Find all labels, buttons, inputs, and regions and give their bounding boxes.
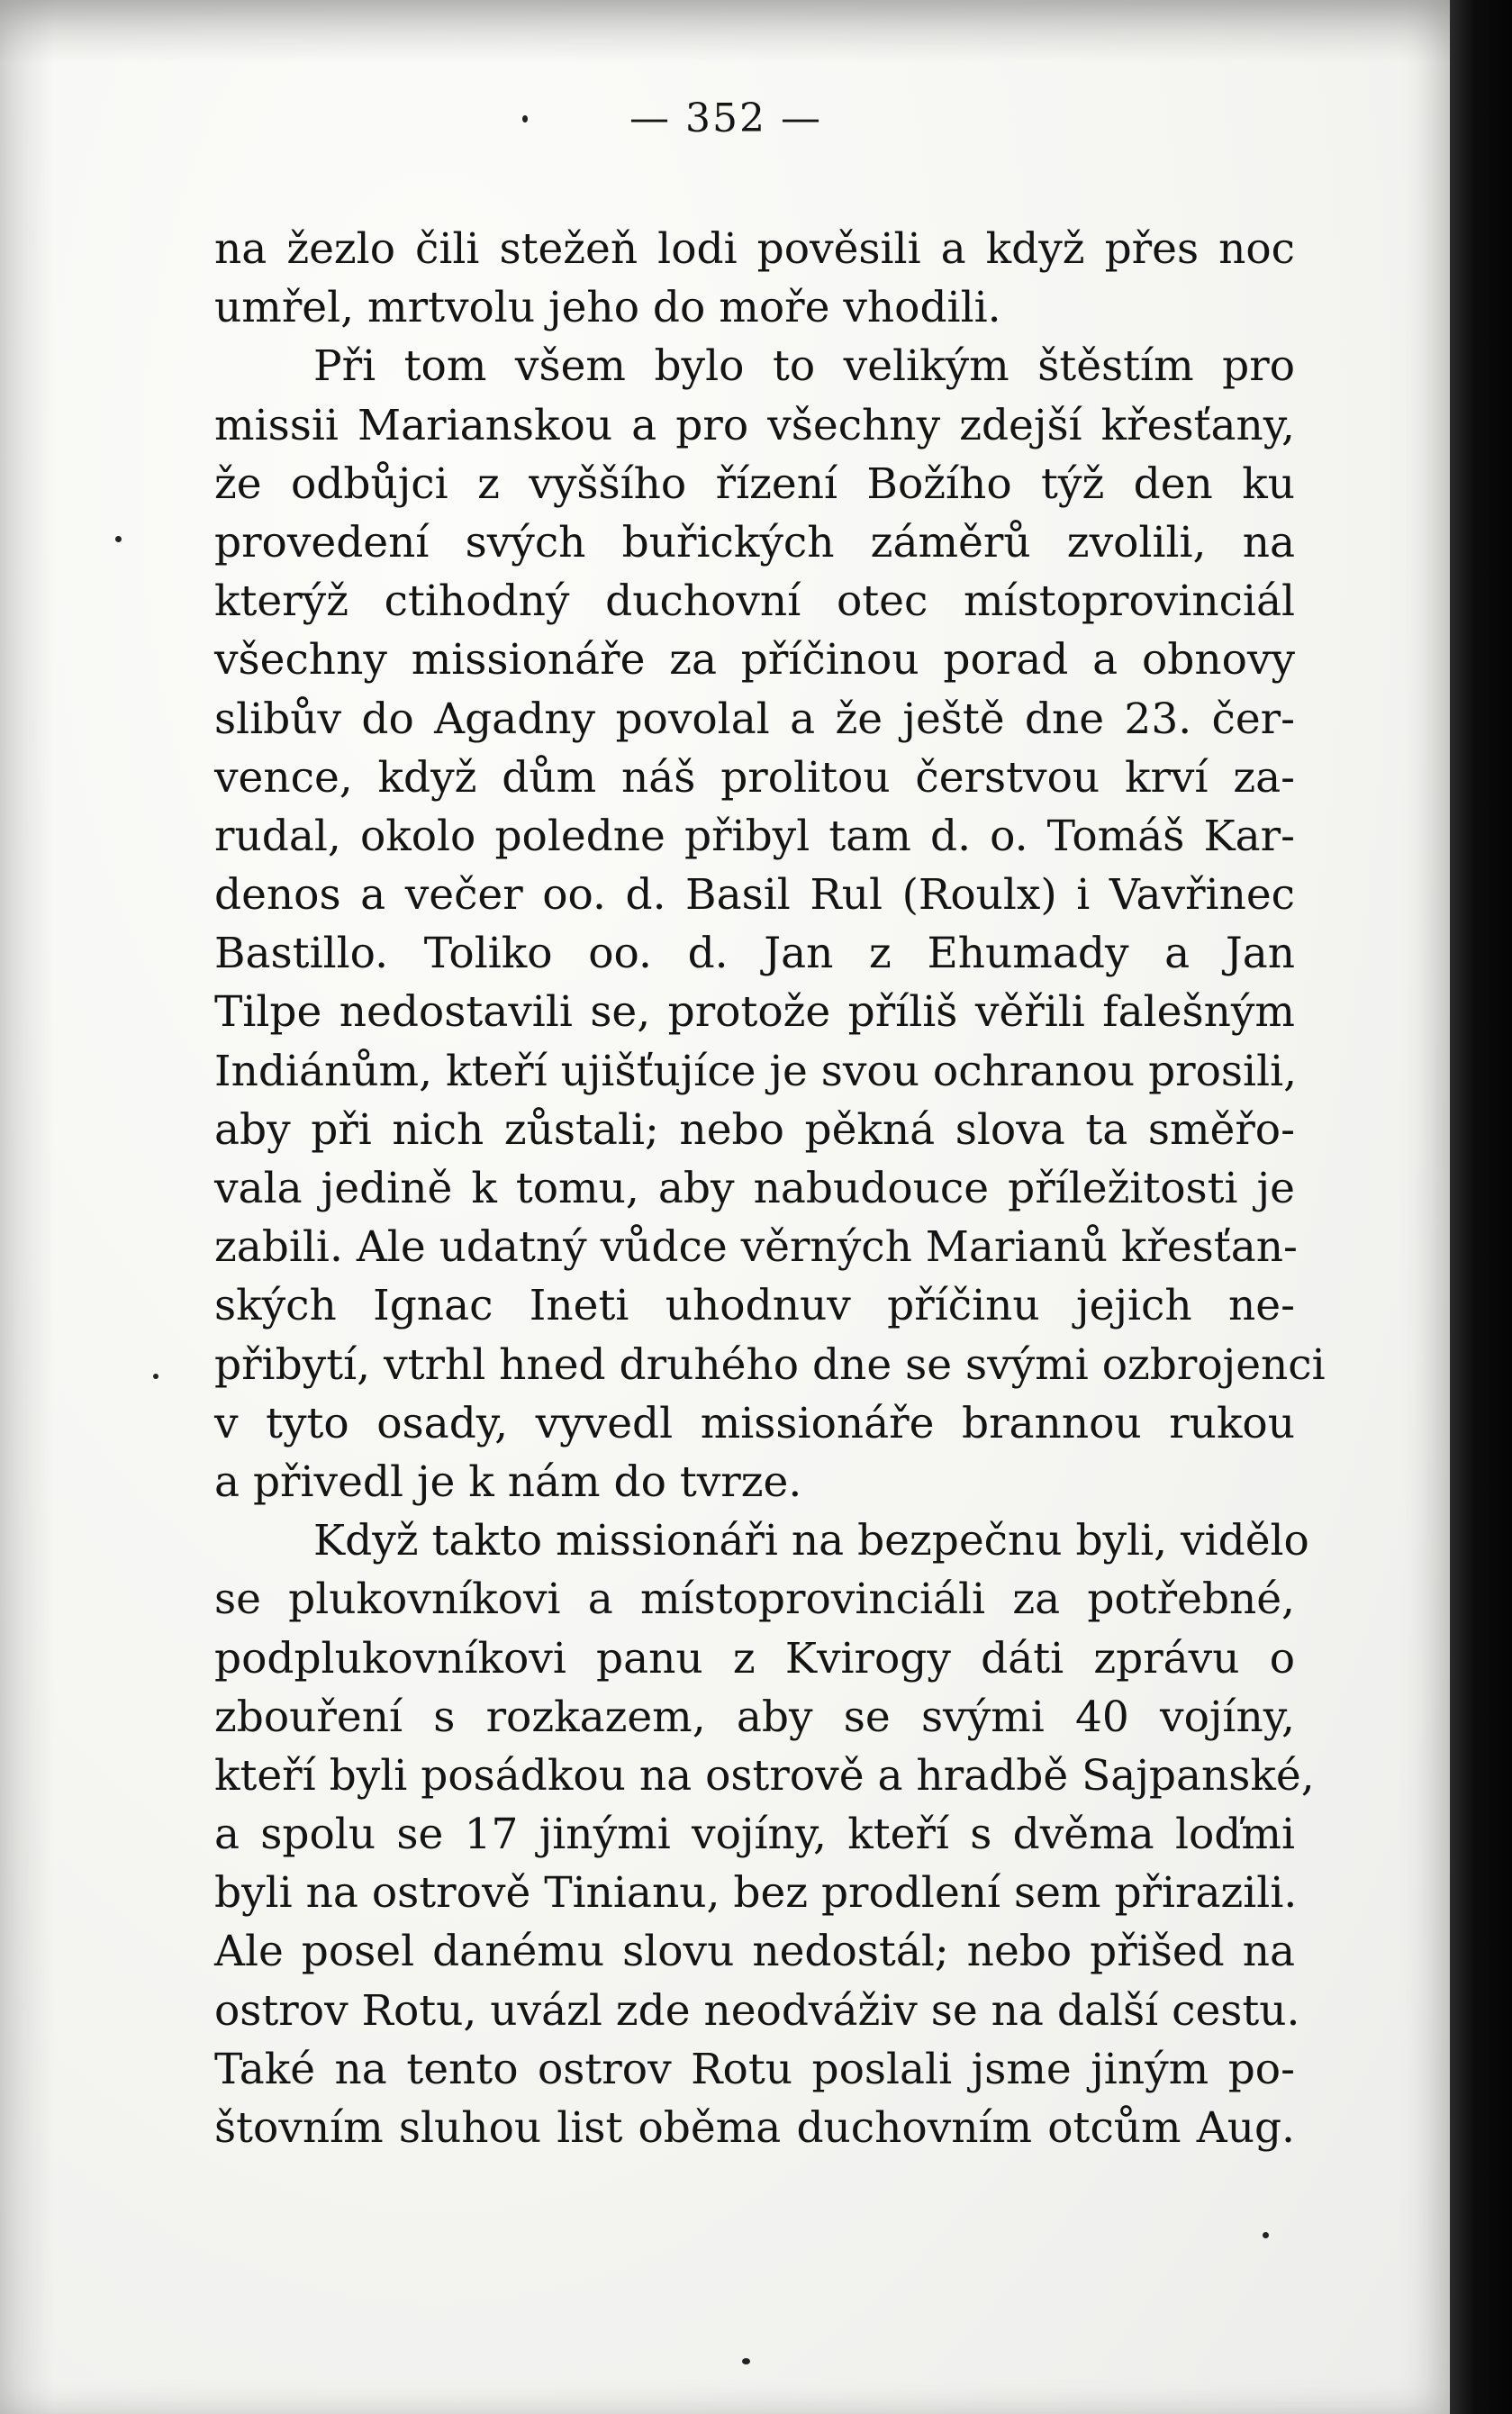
text-line: Také na tento ostrov Rotu poslali jsme jiným po- [214,2044,1295,2094]
text-line: aby při nich zůstali; nebo pěkná slova ta směřo- [214,1104,1295,1155]
text-line: Při tom všem bylo to velikým štěstím pro [313,341,1295,392]
text-line: že odbůjci z vyššího řízení Božího týž den ku [214,458,1295,509]
text-line: vala jedině k tomu, aby nabudouce příležitosti je [214,1164,1295,1213]
scan-speck [742,2358,750,2364]
scan-speck [115,536,122,542]
text-line: se plukovníkovi a místoprovinciáli za potřebné, [214,1575,1295,1625]
text-line: Tilpe nedostavili se, protože příliš věřili falešným [214,987,1295,1038]
paper-shadow-left [0,0,54,2414]
text-line: na žezlo čili stežeň lodi pověsili a když přes noc [214,224,1295,274]
text-line: Když takto missionáři na bezpečnu byli, vidělo [313,1516,1309,1566]
text-line: v tyto osady, vyvedl missionáře brannou rukou [214,1398,1295,1448]
text-line: a spolu se 17 jinými vojíny, kteří s dvěma loďmi [214,1810,1295,1860]
text-line: ostrov Rotu, uvázl zde neodváživ se na další cestu. [214,1985,1300,2036]
text-line: a přivedl je k nám do tvrze. [214,1457,802,1507]
scan-speck [153,1374,158,1379]
text-line: přibytí, vtrhl hned druhého dne se svými ozbrojenci [214,1339,1326,1390]
text-line: kteří byli posádkou na ostrově a hradbě Sajpanské, [214,1750,1315,1801]
page-number: — 352 — [629,95,822,141]
scan-speck [1263,2232,1269,2238]
text-line: Ale posel danému slovu nedostál; nebo přišed na [214,1927,1295,1977]
scan-speck [522,115,528,123]
body-text [214,220,1326,2157]
text-line: všechny missionáře za příčinou porad a obnovy [214,635,1295,685]
text-line: slibův do Agadny povolal a že ještě dne 23. čer- [214,694,1295,744]
text-line: štovním sluhou list oběma duchovním otcům Aug. [214,2103,1295,2153]
text-line: zbouření s rozkazem, aby se svými 40 vojíny, [214,1692,1295,1742]
text-line: Bastillo. Toliko oo. d. Jan z Ehumady a Jan [214,929,1295,979]
text-line: zabili. Ale udatný vůdce věrných Marianů křesťan- [214,1222,1298,1273]
scan-border [1450,0,1512,2414]
text-line: kterýž ctihodný duchovní otec místoprovinciál [214,576,1295,627]
text-line: missii Marianskou a pro všechny zdejší křesťany, [214,400,1295,450]
text-line: podplukovníkovi panu z Kvirogy dáti zprávu o [214,1633,1295,1683]
text-line: rudal, okolo poledne přibyl tam d. o. Tomáš Kar- [214,811,1295,861]
text-line: vence, když dům náš prolitou čerstvou krví za- [214,752,1295,803]
text-line: Indiánům, kteří ujišťujíce je svou ochranou prosili, [214,1046,1298,1096]
text-line: umřel, mrtvolu jeho do moře vhodili. [214,283,1001,333]
text-line: provedení svých buřických záměrů zvolili, na [214,517,1295,567]
text-line: ských Ignac Ineti uhodnuv příčinu jejich ne- [214,1281,1295,1331]
paper-shadow-top [0,0,1452,63]
text-line: denos a večer oo. d. Basil Rul (Roulx) i Vavřinec [214,870,1295,921]
text-line: byli na ostrově Tinianu, bez prodlení sem přirazili. [214,1868,1298,1919]
